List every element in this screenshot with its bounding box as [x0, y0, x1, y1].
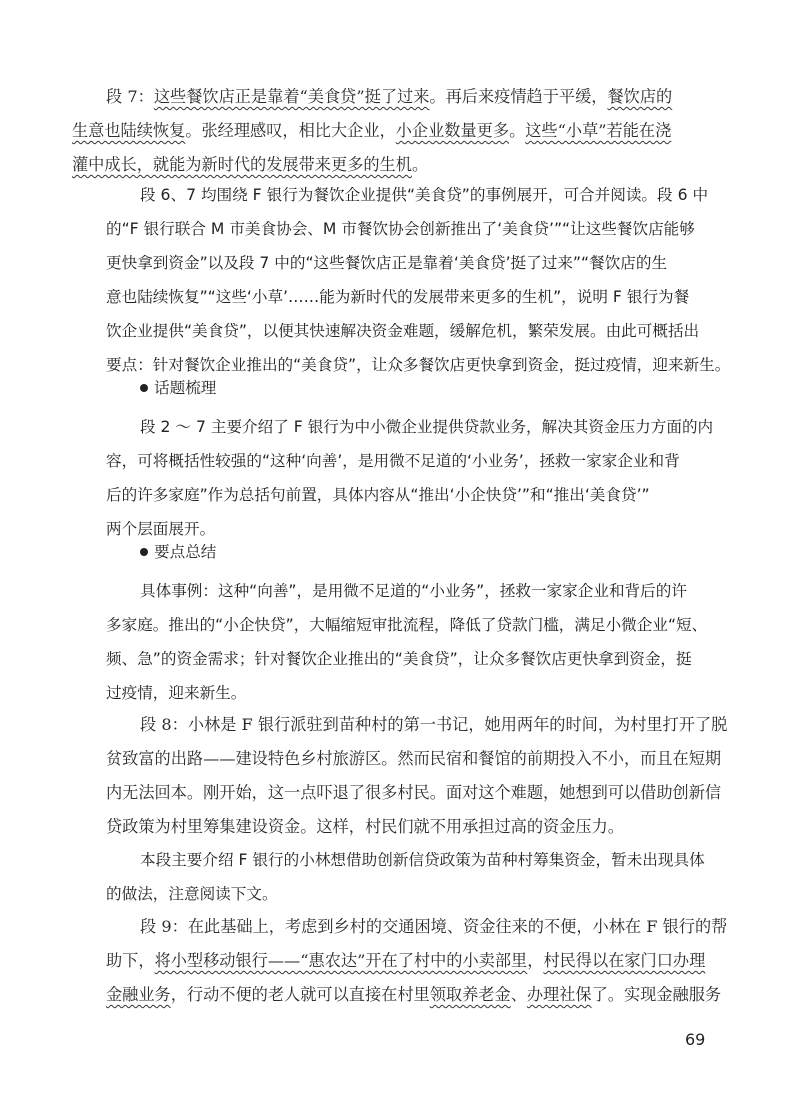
p9-underlined-2: 村民得以在家门口办理 — [543, 951, 706, 970]
analysis-line: 意也陆续恢复”“这些‘小草’……能为新时代的发展带来更多的生机”，说明 F 银行为餐 — [106, 288, 690, 306]
p9-text-2: ， — [527, 951, 544, 970]
topic-line: 后的许多家庭”作为总括句前置，具体内容从“推出‘小企快贷’”和“推出‘美食贷’” — [106, 486, 650, 504]
topic-paragraph — [106, 410, 714, 546]
p7-text-3: 。 — [509, 121, 526, 140]
analysis-line: 更快拿到资金”以及段 7 中的“这些餐饮店正是靠着‘美食贷’挺了过来”“餐饮店的生 — [106, 254, 668, 272]
p7-underlined-6: 灌中成长，就能为新时代的发展带来更多的生机 — [72, 155, 412, 174]
p7-text-4: 。 — [411, 155, 429, 174]
p7-text-1: 。再后来疫情趋于平缓， — [429, 87, 608, 106]
p9-underlined-4: 领取养老金 — [429, 985, 511, 1004]
analysis-8 — [106, 843, 705, 911]
bullet-icon — [140, 384, 148, 392]
paragraph-7 — [72, 80, 688, 182]
page-number: 69 — [685, 1030, 706, 1049]
topic-line: 段 2 ～ 7 主要介绍了 F 银行为中小微企业提供贷款业务，解决其资金压力方面的内 — [140, 418, 714, 436]
p8-line: 内无法回本。刚开始，这一点吓退了很多村民。面对这个难题，她想到可以借助创新信 — [106, 783, 722, 802]
analysis-6-7 — [106, 178, 731, 382]
analysis-line: 的“F 银行联合 M 市美食协会、M 市餐饮协会创新推出了‘美食贷’”“让这些餐饮店能够 — [106, 220, 695, 238]
heading-topic-text: 话题梳理 — [154, 379, 217, 397]
analysis-line: 段 6、7 均围绕 F 银行为餐饮企业提供“美食贷”的事例展开，可合并阅读。段 6 中 — [140, 186, 709, 204]
p9-underlined-3: 金融业务 — [106, 985, 171, 1004]
p8-line: 贷政策为村里筹集建设资金。这样，村民们就不用承担过高的资金压力。 — [106, 817, 624, 836]
p9-underlined-5: 办理社保 — [526, 985, 592, 1004]
p7-text-2: 。张经理感叹，相比大企业， — [185, 121, 396, 140]
p7-underlined-2: 餐饮店的 — [607, 87, 673, 106]
p8-line: 贫致富的出路——建设特色乡村旅游区。然而民宿和餐馆的前期投入不小，而且在短期 — [106, 749, 722, 768]
summary-paragraph — [106, 574, 708, 710]
p9-text-1: 助下， — [106, 951, 155, 970]
analysis-line: 饮企业提供“美食贷”，以便其快速解决资金难题，缓解危机，繁荣发展。由此可概括出 — [106, 322, 700, 340]
analysis-8-line: 本段主要介绍 F 银行的小林想借助创新信贷政策为苗种村筹集资金，暂未出现具体 — [140, 851, 705, 869]
analysis-8-line: 的做法，注意阅读下文。 — [106, 885, 278, 903]
p7-label: 段 7： — [106, 87, 154, 106]
p7-underlined-4: 小企业数量更多 — [395, 121, 510, 140]
heading-topic — [140, 376, 216, 400]
heading-summary-text: 要点总结 — [154, 543, 217, 561]
summary-line: 频、急”的资金需求；针对餐饮企业推出的“美食贷”，让众多餐饮店更快拿到资金，挺 — [106, 650, 692, 668]
p9-underlined-1: 将小型移动银行——“惠农达”开在了村中的小卖部里 — [154, 951, 528, 970]
summary-line: 具体事例：这种“向善”，是用微不足道的“小业务”，拯救一家家企业和背后的许 — [140, 582, 687, 600]
analysis-line: 要点：针对餐饮企业推出的“美食贷”，让众多餐饮店更快拿到资金，挺过疫情，迎来新生。 — [106, 356, 731, 374]
topic-line: 容，可将概括性较强的“这种‘向善’，是用微不足道的‘小业务’，拯救一家家企业和背 — [106, 452, 680, 470]
p9-line: 段 9：在此基础上，考虑到乡村的交通困境、资金往来的不便，小林在 F 银行的帮 — [140, 917, 728, 936]
paragraph-9 — [106, 910, 728, 1012]
p7-underlined-3: 生意也陆续恢复 — [72, 121, 186, 140]
p9-text-3: ，行动不便的老人就可以直接在村里 — [170, 985, 430, 1004]
summary-line: 多家庭。推出的“小企快贷”，大幅缩短审批流程，降低了贷款门槛，满足小微企业“短、 — [106, 616, 708, 634]
p9-text-4: 、 — [510, 985, 527, 1004]
bullet-icon — [140, 548, 148, 556]
summary-line: 过疫情，迎来新生。 — [106, 684, 247, 702]
p7-underlined-1: 这些餐饮店正是靠着“美食贷”挺了过来 — [153, 87, 430, 106]
p8-line: 段 8：小林是 F 银行派驻到苗种村的第一书记，她用两年的时间，为村里打开了脱 — [140, 715, 728, 734]
p9-text-5: 了。实现金融服务 — [591, 985, 722, 1004]
p7-underlined-5: 这些“小草”若能在浇 — [525, 121, 672, 140]
paragraph-8 — [106, 708, 728, 844]
heading-summary — [140, 540, 216, 564]
topic-line: 两个层面展开。 — [106, 520, 216, 538]
